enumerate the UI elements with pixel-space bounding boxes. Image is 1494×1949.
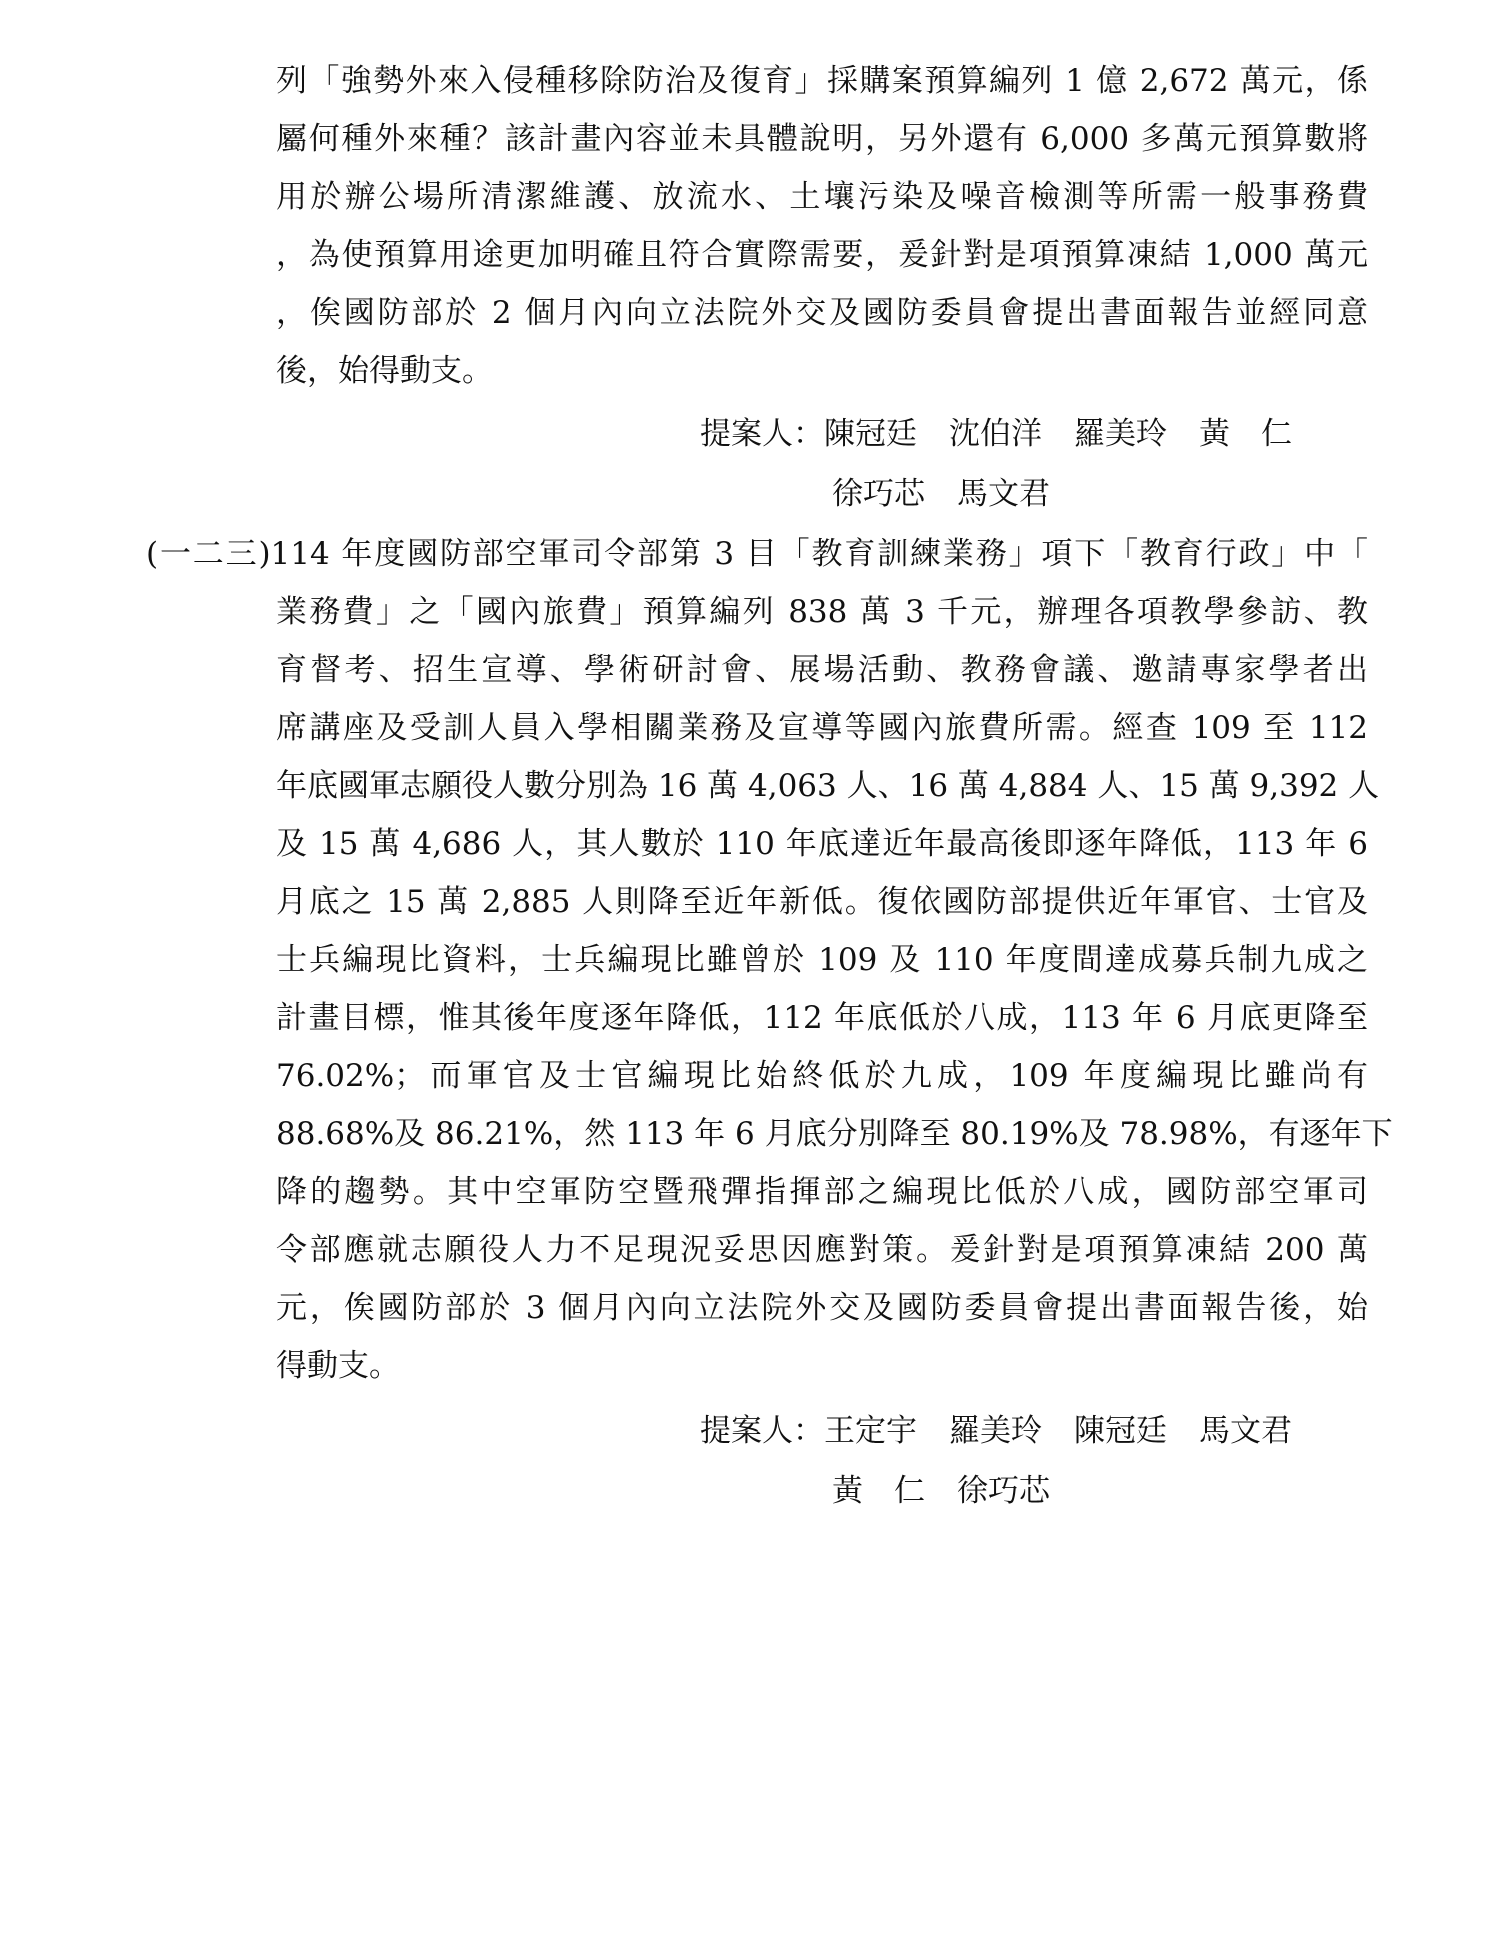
proposer-name: 馬文君 [957,476,1050,512]
proposer-label: 提案人： [700,1413,824,1449]
paragraph-line: 年底國軍志願役人數分別為 16 萬 4,063 人、16 萬 4,884 人、15 萬 9,392 人 [276,768,1380,804]
proposer-row [832,465,1082,523]
proposer-row [700,1402,1324,1460]
proposer-name: 陳冠廷 [824,416,917,452]
paragraph-line: 月底之 15 萬 2,885 人則降至近年新低。復依國防部提供近年軍官、士官及 [276,884,1368,920]
paragraph-line: 令部應就志願役人力不足現況妥思因應對策。爰針對是項預算凍結 200 萬 [276,1232,1368,1268]
paragraph-line: 88.68%及 86.21%，然 113 年 6 月底分別降至 80.19%及 78.98%，有逐年下 [276,1116,1393,1152]
proposer-name: 羅美玲 [1074,416,1167,452]
paragraph-line: 業務費」之「國內旅費」預算編列 838 萬 3 千元，辦理各項教學參訪、教 [276,594,1368,630]
proposer-row [832,1462,1082,1520]
paragraph-line: 降的趨勢。其中空軍防空暨飛彈指揮部之編現比低於八成，國防部空軍司 [276,1174,1368,1210]
proposer-name: 馬文君 [1199,1413,1292,1449]
proposer-label: 提案人： [700,416,824,452]
paragraph-line: ，俟國防部於 2 個月內向立法院外交及國防委員會提出書面報告並經同意 [276,295,1368,331]
paragraph-line: 育督考、招生宣導、學術研討會、展場活動、教務會議、邀請專家學者出 [276,652,1368,688]
proposer-name: 徐巧芯 [957,1473,1050,1509]
paragraph-line: (一二三)114 年度國防部空軍司令部第 3 目「教育訓練業務」項下「教育行政」中「 [146,536,1368,572]
proposer-name: 徐巧芯 [832,476,925,512]
proposer-row [700,405,1324,463]
paragraph-line: 得動支。 [276,1348,400,1384]
paragraph-line: 列「強勢外來入侵種移除防治及復育」採購案預算編列 1 億 2,672 萬元，係 [276,63,1368,99]
paragraph-line: 士兵編現比資料，士兵編現比雖曾於 109 及 110 年度間達成募兵制九成之 [276,942,1368,978]
paragraph-line: 用於辦公場所清潔維護、放流水、土壤污染及噪音檢測等所需一般事務費 [276,179,1368,215]
paragraph-line: 及 15 萬 4,686 人，其人數於 110 年底達近年最高後即逐年降低，113 年 6 [276,826,1368,862]
proposer-name: 黃 仁 [832,1473,925,1509]
proposer-name: 陳冠廷 [1074,1413,1167,1449]
paragraph-line: 76.02%；而軍官及士官編現比始終低於九成，109 年度編現比雖尚有 [276,1058,1368,1094]
proposer-name: 黃 仁 [1199,416,1292,452]
proposer-name: 羅美玲 [949,1413,1042,1449]
paragraph-line: 屬何種外來種？該計畫內容並未具體說明，另外還有 6,000 多萬元預算數將 [276,121,1368,157]
paragraph-line: 計畫目標，惟其後年度逐年降低，112 年底低於八成，113 年 6 月底更降至 [276,1000,1368,1036]
proposer-name: 沈伯洋 [949,416,1042,452]
paragraph-line: 後，始得動支。 [276,353,493,389]
paragraph-line: ，為使預算用途更加明確且符合實際需要，爰針對是項預算凍結 1,000 萬元 [276,237,1368,273]
paragraph-line: 席講座及受訓人員入學相關業務及宣導等國內旅費所需。經查 109 至 112 [276,710,1368,746]
paragraph-line: 元，俟國防部於 3 個月內向立法院外交及國防委員會提出書面報告後，始 [276,1290,1368,1326]
proposer-name: 王定宇 [824,1413,917,1449]
